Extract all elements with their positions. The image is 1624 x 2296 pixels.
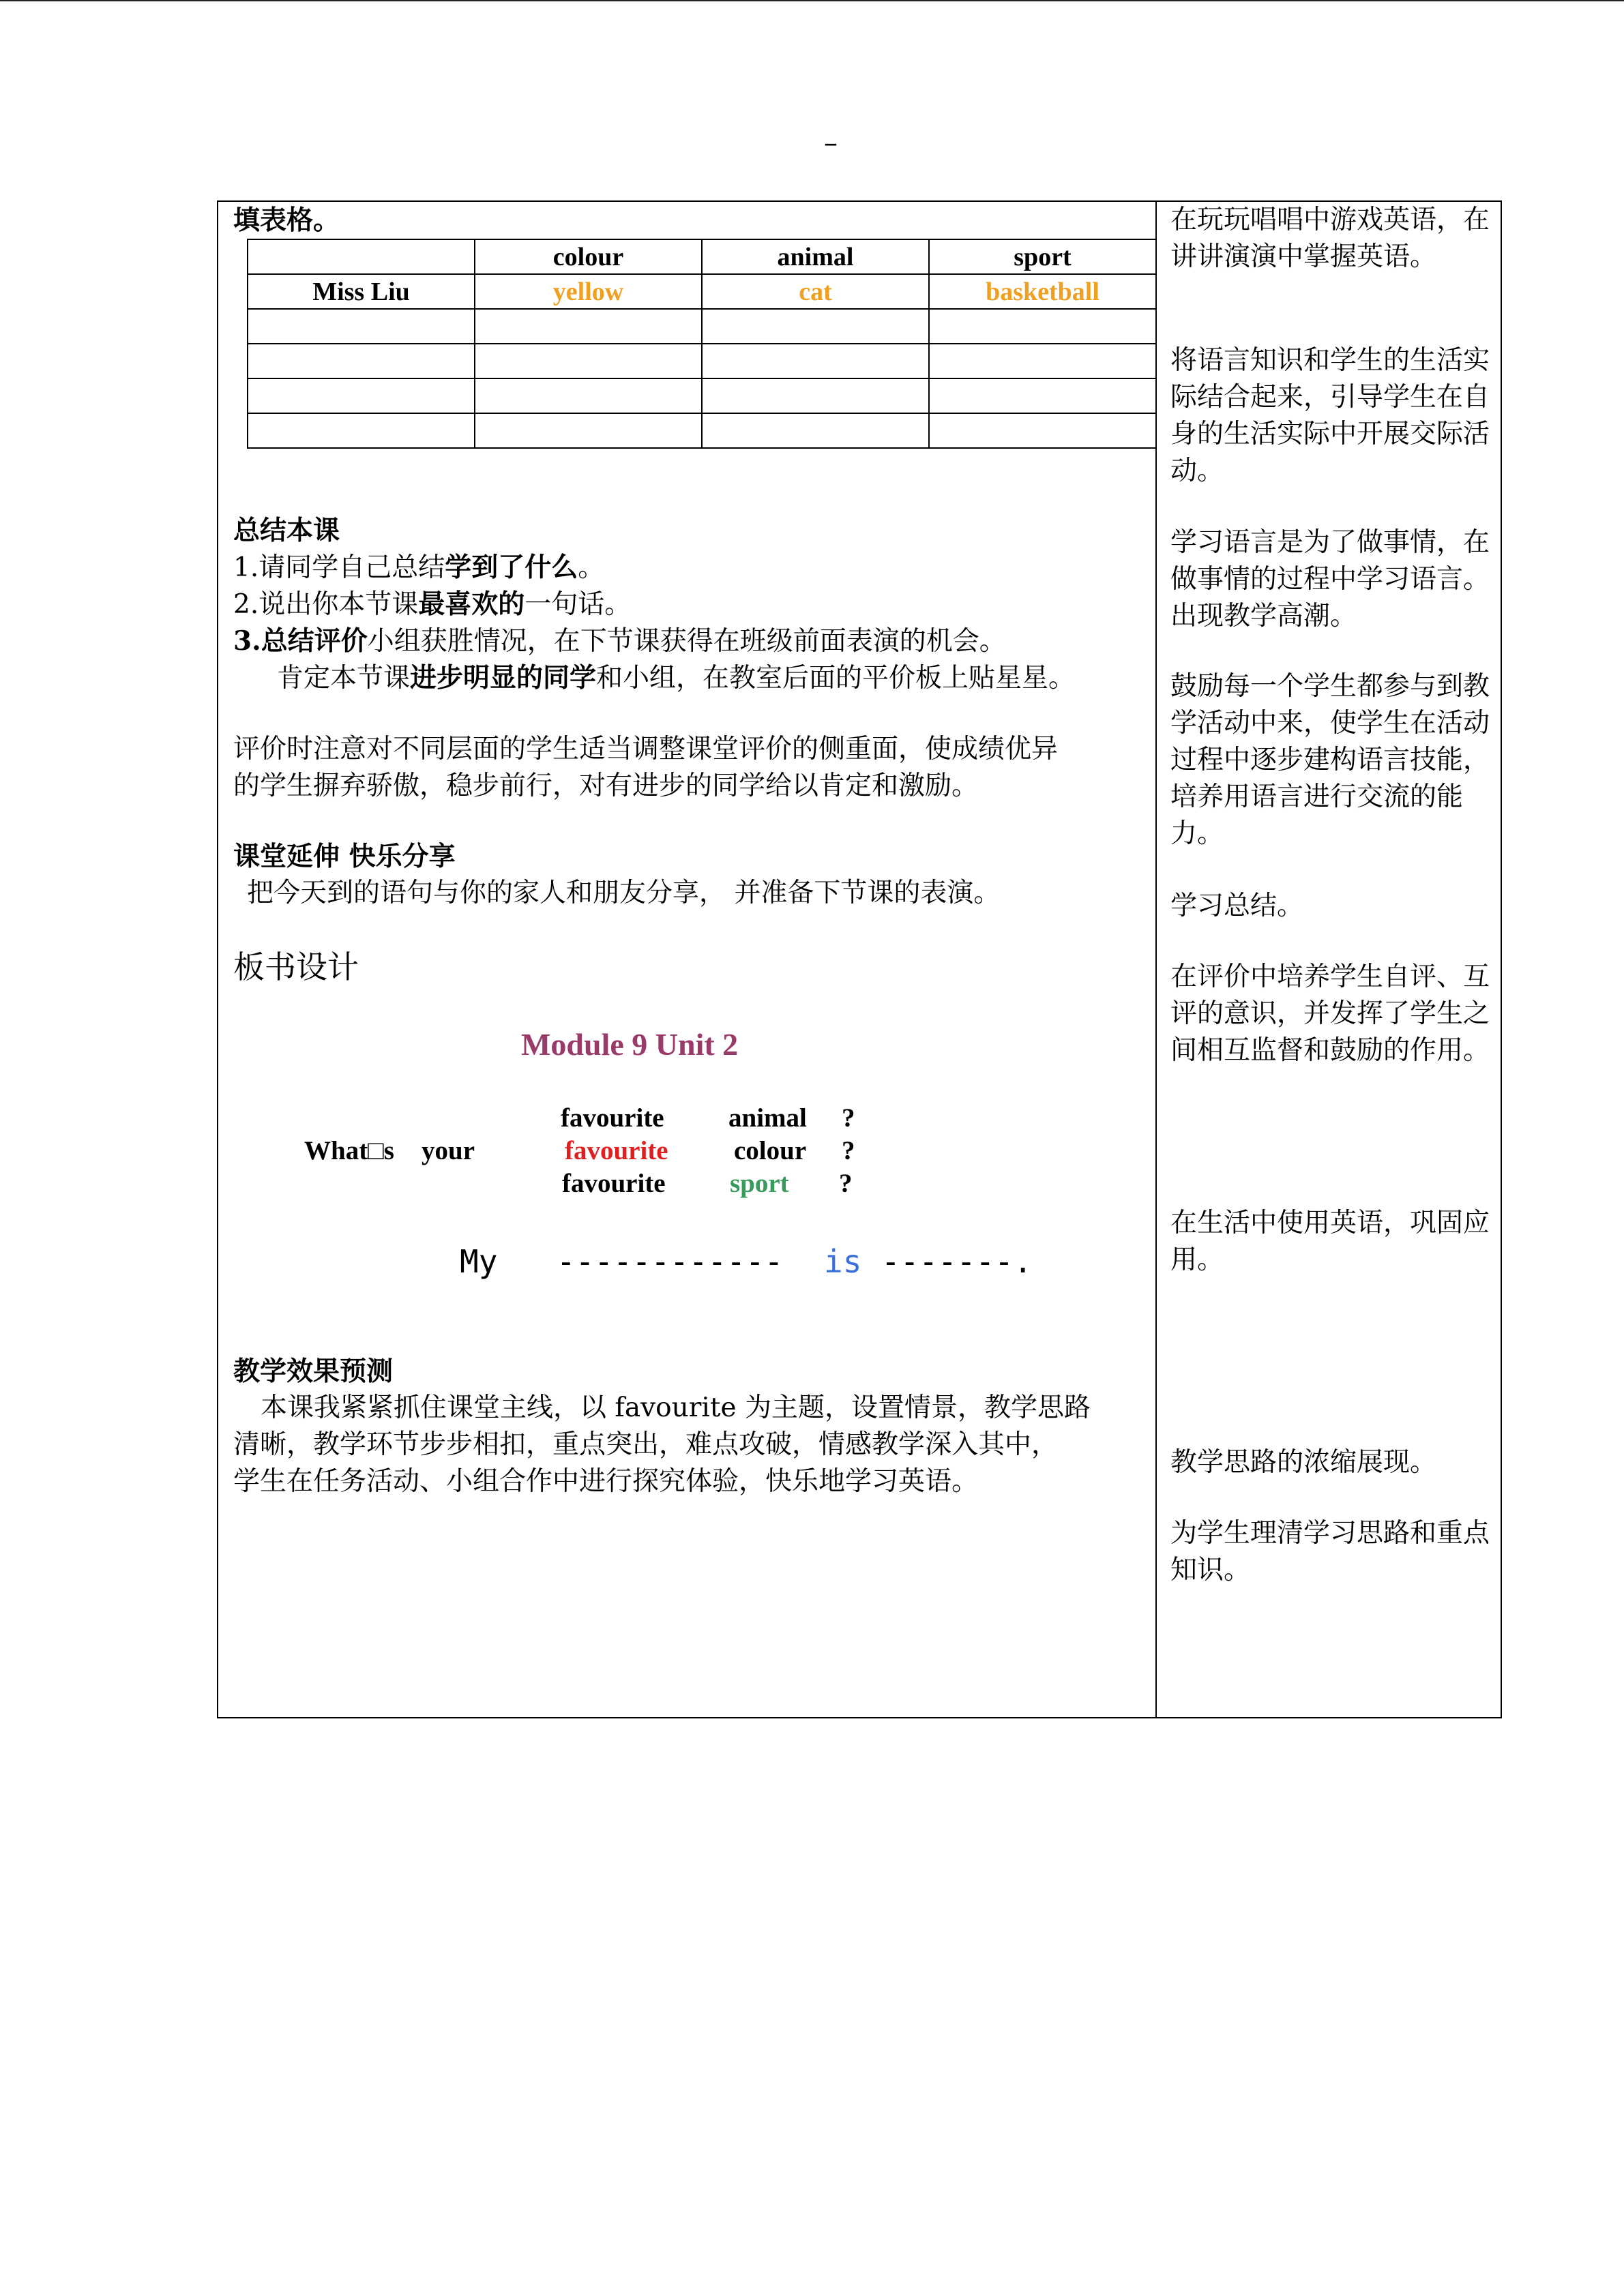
summary-item-4-bold: 进步明显的同学 [410,662,597,694]
table-row [248,344,1156,378]
summary-item-4-pre: 肯定本节课 [277,663,411,694]
board-title: Module 9 Unit 2 [521,1027,739,1062]
table-header-cell: animal [702,239,929,274]
summary-item-3 [233,623,1006,660]
board-line1-qmark: ? [842,1103,855,1133]
board-line1-word: favourite [561,1103,664,1133]
table-cell-animal: cat [702,274,929,309]
summary-heading: 总结本课 [233,515,340,546]
table-cell [475,309,702,344]
table-row [248,378,1156,413]
right-note-8: 教学思路的浓缩展现。 [1170,1447,1437,1478]
right-note-7: 在生活中使用英语，巩固应用。 [1170,1208,1490,1275]
board-your: your [422,1136,475,1165]
table-cell [929,378,1156,413]
right-note-6: 在评价中培养学生自评、互评的意识，并发挥了学生之间相互监督和鼓励的作用。 [1170,961,1490,1066]
table-cell-name: Miss Liu [248,274,475,309]
table-cell [475,413,702,448]
right-note-9: 为学生理清学习思路和重点知识。 [1170,1518,1490,1585]
summary-item-1-bold: 学到了什么 [445,552,578,583]
top-border-line [0,0,1624,1]
evaluation-note-line-2: 的学生摒弃骄傲，稳步前行，对有进步的同学给以肯定和激励。 [233,771,979,801]
board-is: is [824,1243,862,1280]
board-whats: What□s [304,1136,394,1165]
table-cell [248,344,475,378]
summary-item-2-bold: 最喜欢的 [418,588,525,620]
table-cell [702,378,929,413]
board-line3-noun: sport [730,1169,789,1198]
right-note-1: 在玩玩唱唱中游戏英语，在讲讲演演中掌握英语。 [1170,205,1490,272]
table-row [248,274,1156,309]
right-note-5: 学习总结。 [1170,891,1304,921]
table-cell [475,378,702,413]
right-note-3: 学习语言是为了做事情，在做事情的过程中学习语言。出现教学高潮。 [1170,527,1490,631]
extension-text: 把今天到的语句与你的家人和朋友分享， 并准备下节课的表演。 [247,878,1001,908]
table-cell [929,344,1156,378]
extension-heading: 课堂延伸 快乐分享 [233,841,456,872]
board-my: My [460,1243,498,1280]
board-line2-qmark: ? [842,1136,855,1165]
table-cell [248,413,475,448]
summary-item-2-post: 一句话。 [525,589,632,620]
summary-item-1-pre: 1.请同学自己总结 [233,552,445,583]
header-mark: – [824,128,838,159]
table-header-cell: colour [475,239,702,274]
board-blank-1: ------------ [557,1243,784,1280]
table-cell [475,344,702,378]
board-heading: 板书设计 [233,949,359,985]
table-cell [702,413,929,448]
table-header-row [248,239,1156,274]
board-line2-noun: colour [734,1136,807,1165]
summary-item-3-post: 小组获胜情况，在下节课获得在班级前面表演的机会。 [367,626,1006,657]
table-header-cell [248,239,475,274]
summary-item-1 [233,549,604,586]
board-line2-word: favourite [565,1136,668,1165]
table-header-cell: sport [929,239,1156,274]
summary-item-3-bold: 3.总结评价 [233,625,368,657]
right-note-2: 将语言知识和学生的生活实际结合起来，引导学生在自身的生活实际中开展交际活动。 [1170,345,1490,486]
table-cell [929,309,1156,344]
table-cell [929,413,1156,448]
effect-line-2: 清晰，教学环节步步相扣，重点突出，难点攻破，情感教学深入其中， [233,1429,1059,1460]
evaluation-note-line-1: 评价时注意对不同层面的学生适当调整课堂评价的侧重面，使成绩优异 [233,734,1059,764]
summary-item-4-post: 和小组，在教室后面的平价板上贴星星。 [596,663,1076,694]
table-row [248,309,1156,344]
table-cell-sport: basketball [929,274,1156,309]
table-cell [702,309,929,344]
table-cell [702,344,929,378]
board-line3-word: favourite [562,1169,666,1198]
table-row [248,413,1156,448]
summary-item-2-pre: 2.说出你本节课 [233,589,419,620]
effect-line-3: 学生在任务活动、小组合作中进行探究体验，快乐地学习英语。 [233,1466,979,1497]
board-blank-2: -------. [881,1243,1033,1280]
summary-item-4 [277,659,1075,697]
effect-line-1: 本课我紧紧抓住课堂主线，以 favourite 为主题，设置情景，教学思路 [261,1392,1091,1423]
board-line1-noun: animal [728,1103,807,1133]
fill-table [247,239,1157,449]
table-cell [248,309,475,344]
right-note-4: 鼓励每一个学生都参与到教学活动中来，使学生在活动过程中逐步建构语言技能，培养用语言进行交流的能力。 [1170,671,1490,849]
board-line3-qmark: ? [839,1169,853,1198]
effect-heading: 教学效果预测 [233,1356,394,1387]
table-cell [248,378,475,413]
summary-item-2 [233,586,631,623]
fill-table-heading: 填表格。 [233,205,340,236]
table-cell-colour: yellow [475,274,702,309]
summary-item-1-post: 。 [578,552,605,583]
